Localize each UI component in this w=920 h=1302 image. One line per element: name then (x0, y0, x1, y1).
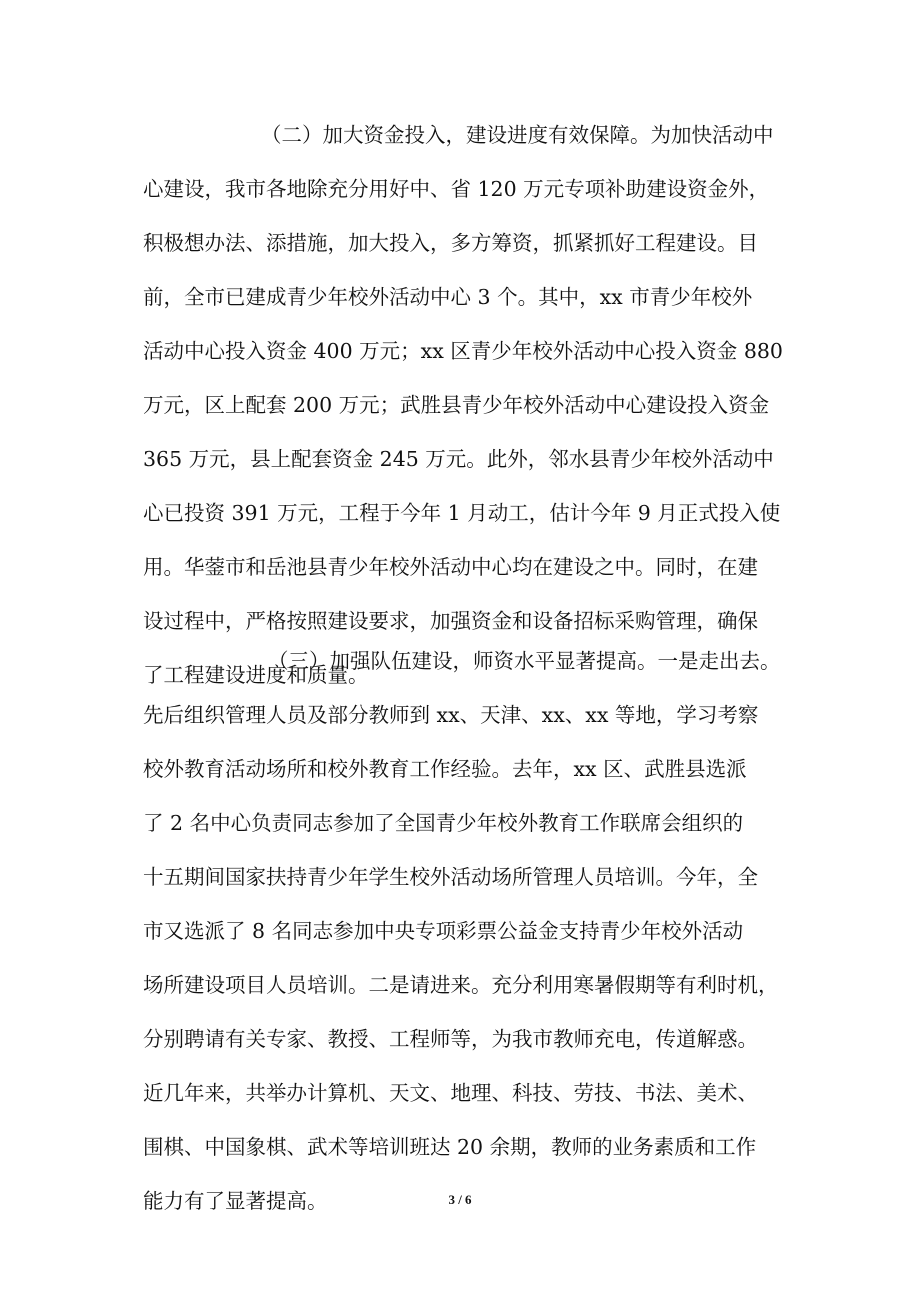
paragraph-line: 十五期间国家扶持青少年学生校外活动场所管理人员培训。今年，全 (143, 865, 758, 889)
paragraph-line: 围棋、中国象棋、武术等培训班达 20 余期，教师的业务素质和工作 (143, 1135, 757, 1159)
paragraph-line: 分别聘请有关专家、教授、工程师等，为我市教师充电，传道解惑。 (143, 1027, 758, 1051)
paragraph-line: 积极想办法、添措施，加大投入，多方筹资，抓紧抓好工程建设。目 (143, 231, 758, 255)
paragraph-line: 用。华蓥市和岳池县青少年校外活动中心均在建设之中。同时，在建 (143, 555, 758, 579)
paragraph-line: 365 万元，县上配套资金 245 万元。此外，邻水县青少年校外活动中 (143, 447, 774, 471)
paragraph-line: （三）加强队伍建设，师资水平显著提高。一是走出去。 (268, 649, 781, 673)
paragraph-line: 心建设，我市各地除充分用好中、省 120 万元专项补助建设资金外， (143, 177, 770, 201)
page-number: 3 / 6 (448, 1192, 472, 1207)
paragraph-line: （二）加大资金投入，建设进度有效保障。为加快活动中 (261, 123, 774, 147)
paragraph-line: 万元，区上配套 200 万元；武胜县青少年校外活动中心建设投入资金 (143, 393, 770, 417)
paragraph-staff (143, 634, 783, 1228)
paragraph-line: 市又选派了 8 名同志参加中央专项彩票公益金支持青少年校外活动 (143, 919, 744, 943)
paragraph-line: 了 2 名中心负责同志参加了全国青少年校外教育工作联席会组织的 (143, 811, 744, 835)
paragraph-line: 活动中心投入资金 400 万元；xx 区青少年校外活动中心投入资金 880 (143, 339, 783, 363)
paragraph-funding (143, 108, 783, 702)
paragraph-line: 了工程建设进度和质量。 (143, 663, 369, 687)
paragraph-line: 能力有了显著提高。 (143, 1189, 328, 1213)
paragraph-line: 设过程中，严格按照建设要求，加强资金和设备招标采购管理，确保 (143, 609, 758, 633)
paragraph-line: 先后组织管理人员及部分教师到 xx、天津、xx、xx 等地，学习考察 (143, 703, 759, 727)
paragraph-line: 前，全市已建成青少年校外活动中心 3 个。其中，xx 市青少年校外 (143, 285, 753, 309)
paragraph-line: 心已投资 391 万元，工程于今年 1 月动工，估计今年 9 月正式投入使 (143, 501, 781, 525)
paragraph-line: 场所建设项目人员培训。二是请进来。充分利用寒暑假期等有利时机， (143, 973, 779, 997)
paragraph-line: 校外教育活动场所和校外教育工作经验。去年，xx 区、武胜县选派 (143, 757, 747, 781)
paragraph-line: 近几年来，共举办计算机、天文、地理、科技、劳技、书法、美术、 (143, 1081, 758, 1105)
